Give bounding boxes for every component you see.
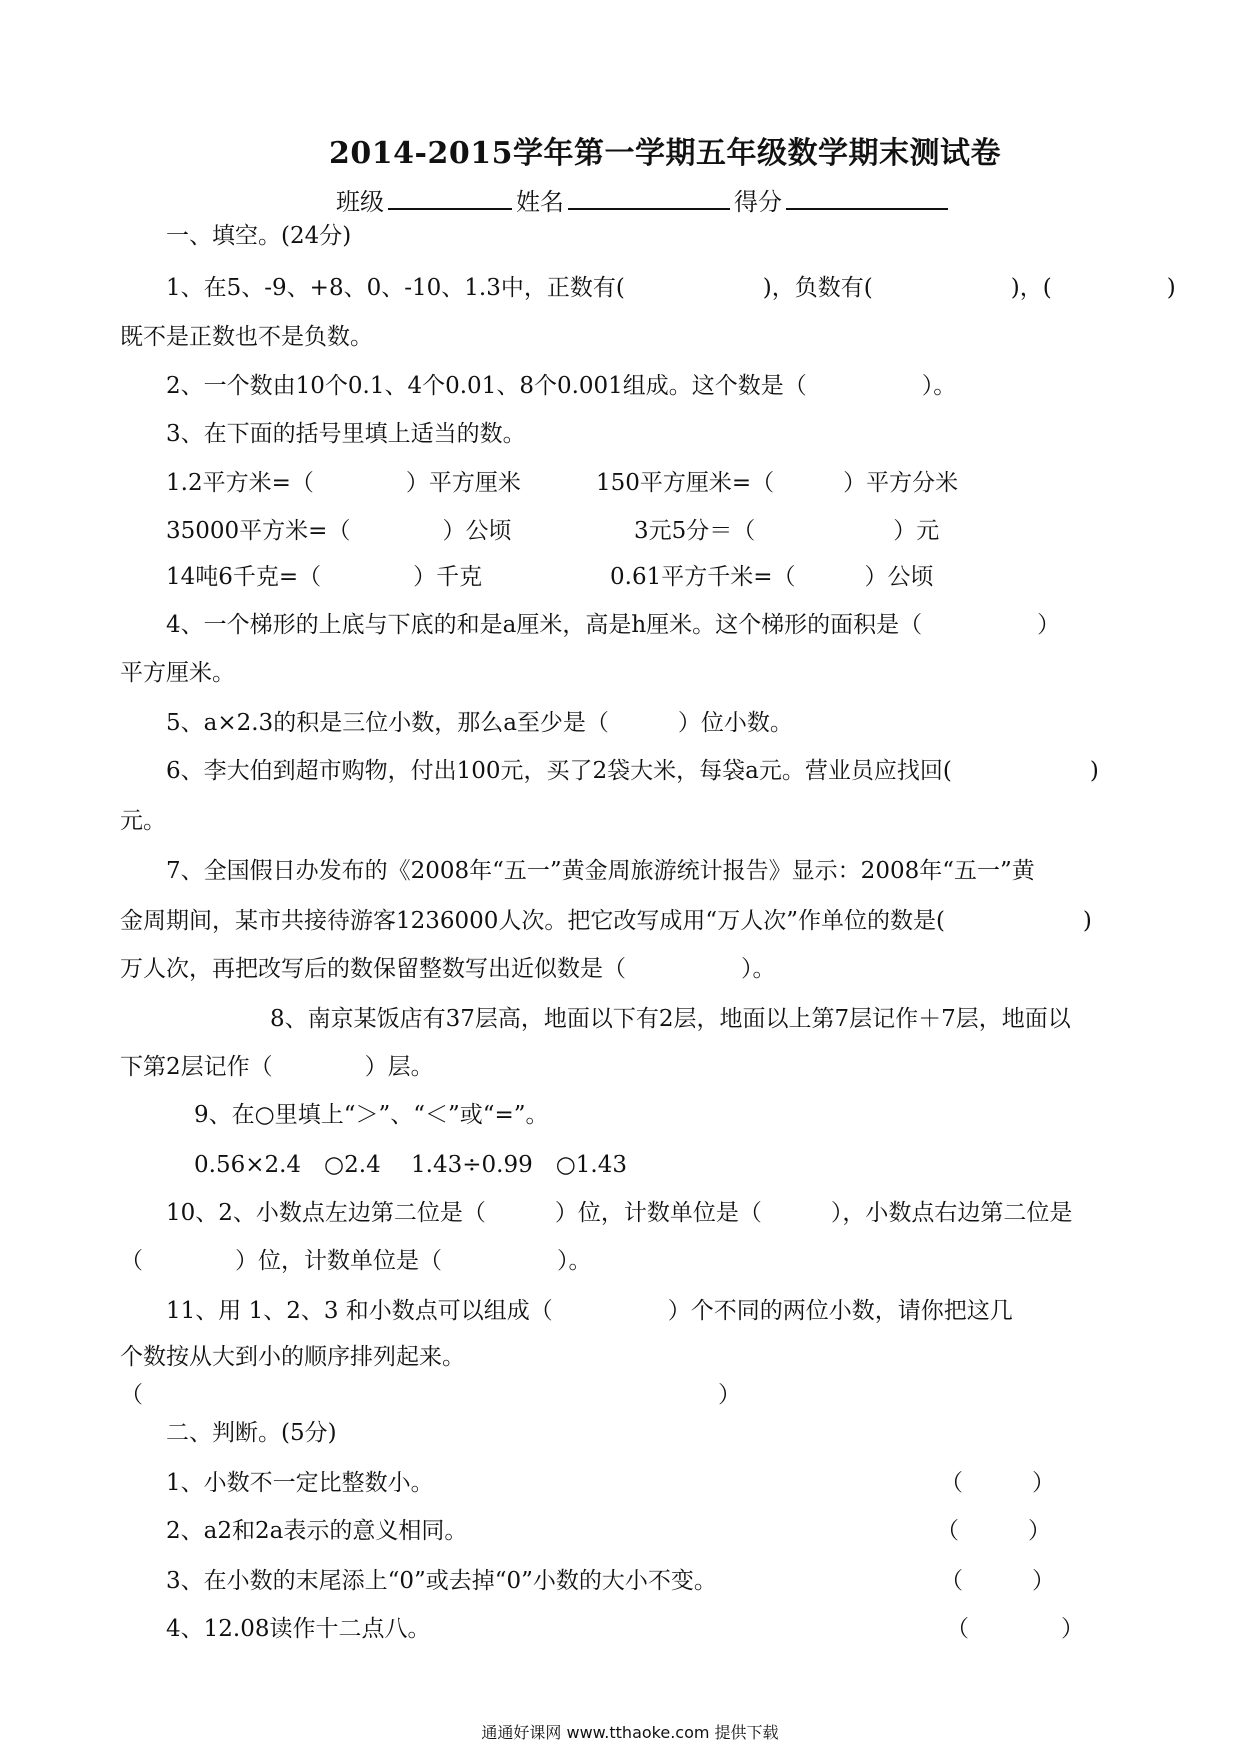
judge-4-answer: （ ） bbox=[946, 1616, 1084, 1642]
question-3-item-1: 1.2平方米=（ ）平方厘米 bbox=[166, 470, 521, 496]
class-label: 班级 bbox=[336, 188, 384, 216]
question-11-line-2: 个数按从大到小的顺序排列起来。 bbox=[120, 1344, 465, 1370]
name-label: 姓名 bbox=[516, 188, 564, 216]
question-3-item-2: 150平方厘米=（ ）平方分米 bbox=[596, 470, 959, 496]
score-blank[interactable] bbox=[786, 182, 948, 210]
question-2: 2、一个数由10个0.1、4个0.01、8个0.001组成。这个数是（ ）。 bbox=[166, 373, 957, 399]
question-8-line-2: 下第2层记作（ ）层。 bbox=[120, 1054, 434, 1080]
question-3-item-4: 3元5分＝（ ）元 bbox=[634, 518, 940, 544]
section-judge-heading: 二、判断。(5分) bbox=[166, 1420, 337, 1446]
question-7-line-2: 金周期间，某市共接待游客1236000人次。把它改写成用“万人次”作单位的数是( ) bbox=[120, 908, 1092, 934]
section-fill-heading: 一、填空。(24分) bbox=[166, 223, 352, 249]
question-11-line-1: 11、用 1、2、3 和小数点可以组成（ ）个不同的两位小数，请你把这几 bbox=[166, 1298, 1013, 1324]
judge-3-answer: （ ） bbox=[940, 1568, 1055, 1594]
question-6-line-2: 元。 bbox=[120, 808, 166, 834]
judge-2-statement: 2、a2和2a表示的意义相同。 bbox=[166, 1518, 468, 1544]
question-1-line-2: 既不是正数也不是负数。 bbox=[120, 324, 373, 350]
question-6-line-1: 6、李大伯到超市购物，付出100元，买了2袋大米，每袋a元。营业员应找回( ) bbox=[166, 758, 1099, 784]
class-blank[interactable] bbox=[388, 182, 512, 210]
question-11-answer-blank: （ ） bbox=[120, 1382, 741, 1408]
judge-1-statement: 1、小数不一定比整数小。 bbox=[166, 1470, 434, 1496]
question-4-line-1: 4、一个梯形的上底与下底的和是a厘米，高是h厘米。这个梯形的面积是（ ） bbox=[166, 612, 1061, 638]
question-9-expressions: 0.56×2.4 ○2.4 1.43÷0.99 ○1.43 bbox=[194, 1152, 627, 1178]
judge-2-answer: （ ） bbox=[936, 1518, 1051, 1544]
footer-source: 通通好课网 www.tthaoke.com 提供下载 bbox=[481, 1723, 779, 1742]
name-blank[interactable] bbox=[568, 182, 730, 210]
question-3-item-5: 14吨6千克=（ ）千克 bbox=[166, 564, 483, 590]
question-7-line-1: 7、全国假日办发布的《2008年“五一”黄金周旅游统计报告》显示：2008年“五一”黄 bbox=[166, 858, 1035, 884]
question-7-line-3: 万人次，再把改写后的数保留整数写出近似数是（ ）。 bbox=[120, 956, 776, 982]
question-1-line-1: 1、在5、-9、+8、0、-10、1.3中，正数有( )，负数有( )，( ) bbox=[166, 275, 1176, 301]
question-10-line-2: （ ）位，计数单位是（ ）。 bbox=[120, 1248, 592, 1274]
question-8-line-1: 8、南京某饭店有37层高，地面以下有2层，地面以上第7层记作＋7层，地面以 bbox=[270, 1006, 1071, 1032]
student-info-row bbox=[336, 182, 952, 217]
exam-title: 2014-2015学年第一学期五年级数学期末测试卷 bbox=[329, 136, 1001, 171]
question-9: 9、在○里填上“＞”、“＜”或“=”。 bbox=[194, 1102, 549, 1128]
judge-3-statement: 3、在小数的末尾添上“0”或去掉“0”小数的大小不变。 bbox=[166, 1568, 717, 1594]
question-3-item-3: 35000平方米=（ ）公顷 bbox=[166, 518, 512, 544]
judge-1-answer: （ ） bbox=[940, 1470, 1055, 1496]
question-4-line-2: 平方厘米。 bbox=[120, 660, 235, 686]
judge-4-statement: 4、12.08读作十二点八。 bbox=[166, 1616, 431, 1642]
question-5: 5、a×2.3的积是三位小数，那么a至少是（ ）位小数。 bbox=[166, 710, 793, 736]
question-10-line-1: 10、2、小数点左边第二位是（ ）位，计数单位是（ ），小数点右边第二位是 bbox=[166, 1200, 1073, 1226]
question-3-item-6: 0.61平方千米=（ ）公顷 bbox=[610, 564, 934, 590]
question-3: 3、在下面的括号里填上适当的数。 bbox=[166, 421, 526, 447]
score-label: 得分 bbox=[734, 188, 782, 216]
